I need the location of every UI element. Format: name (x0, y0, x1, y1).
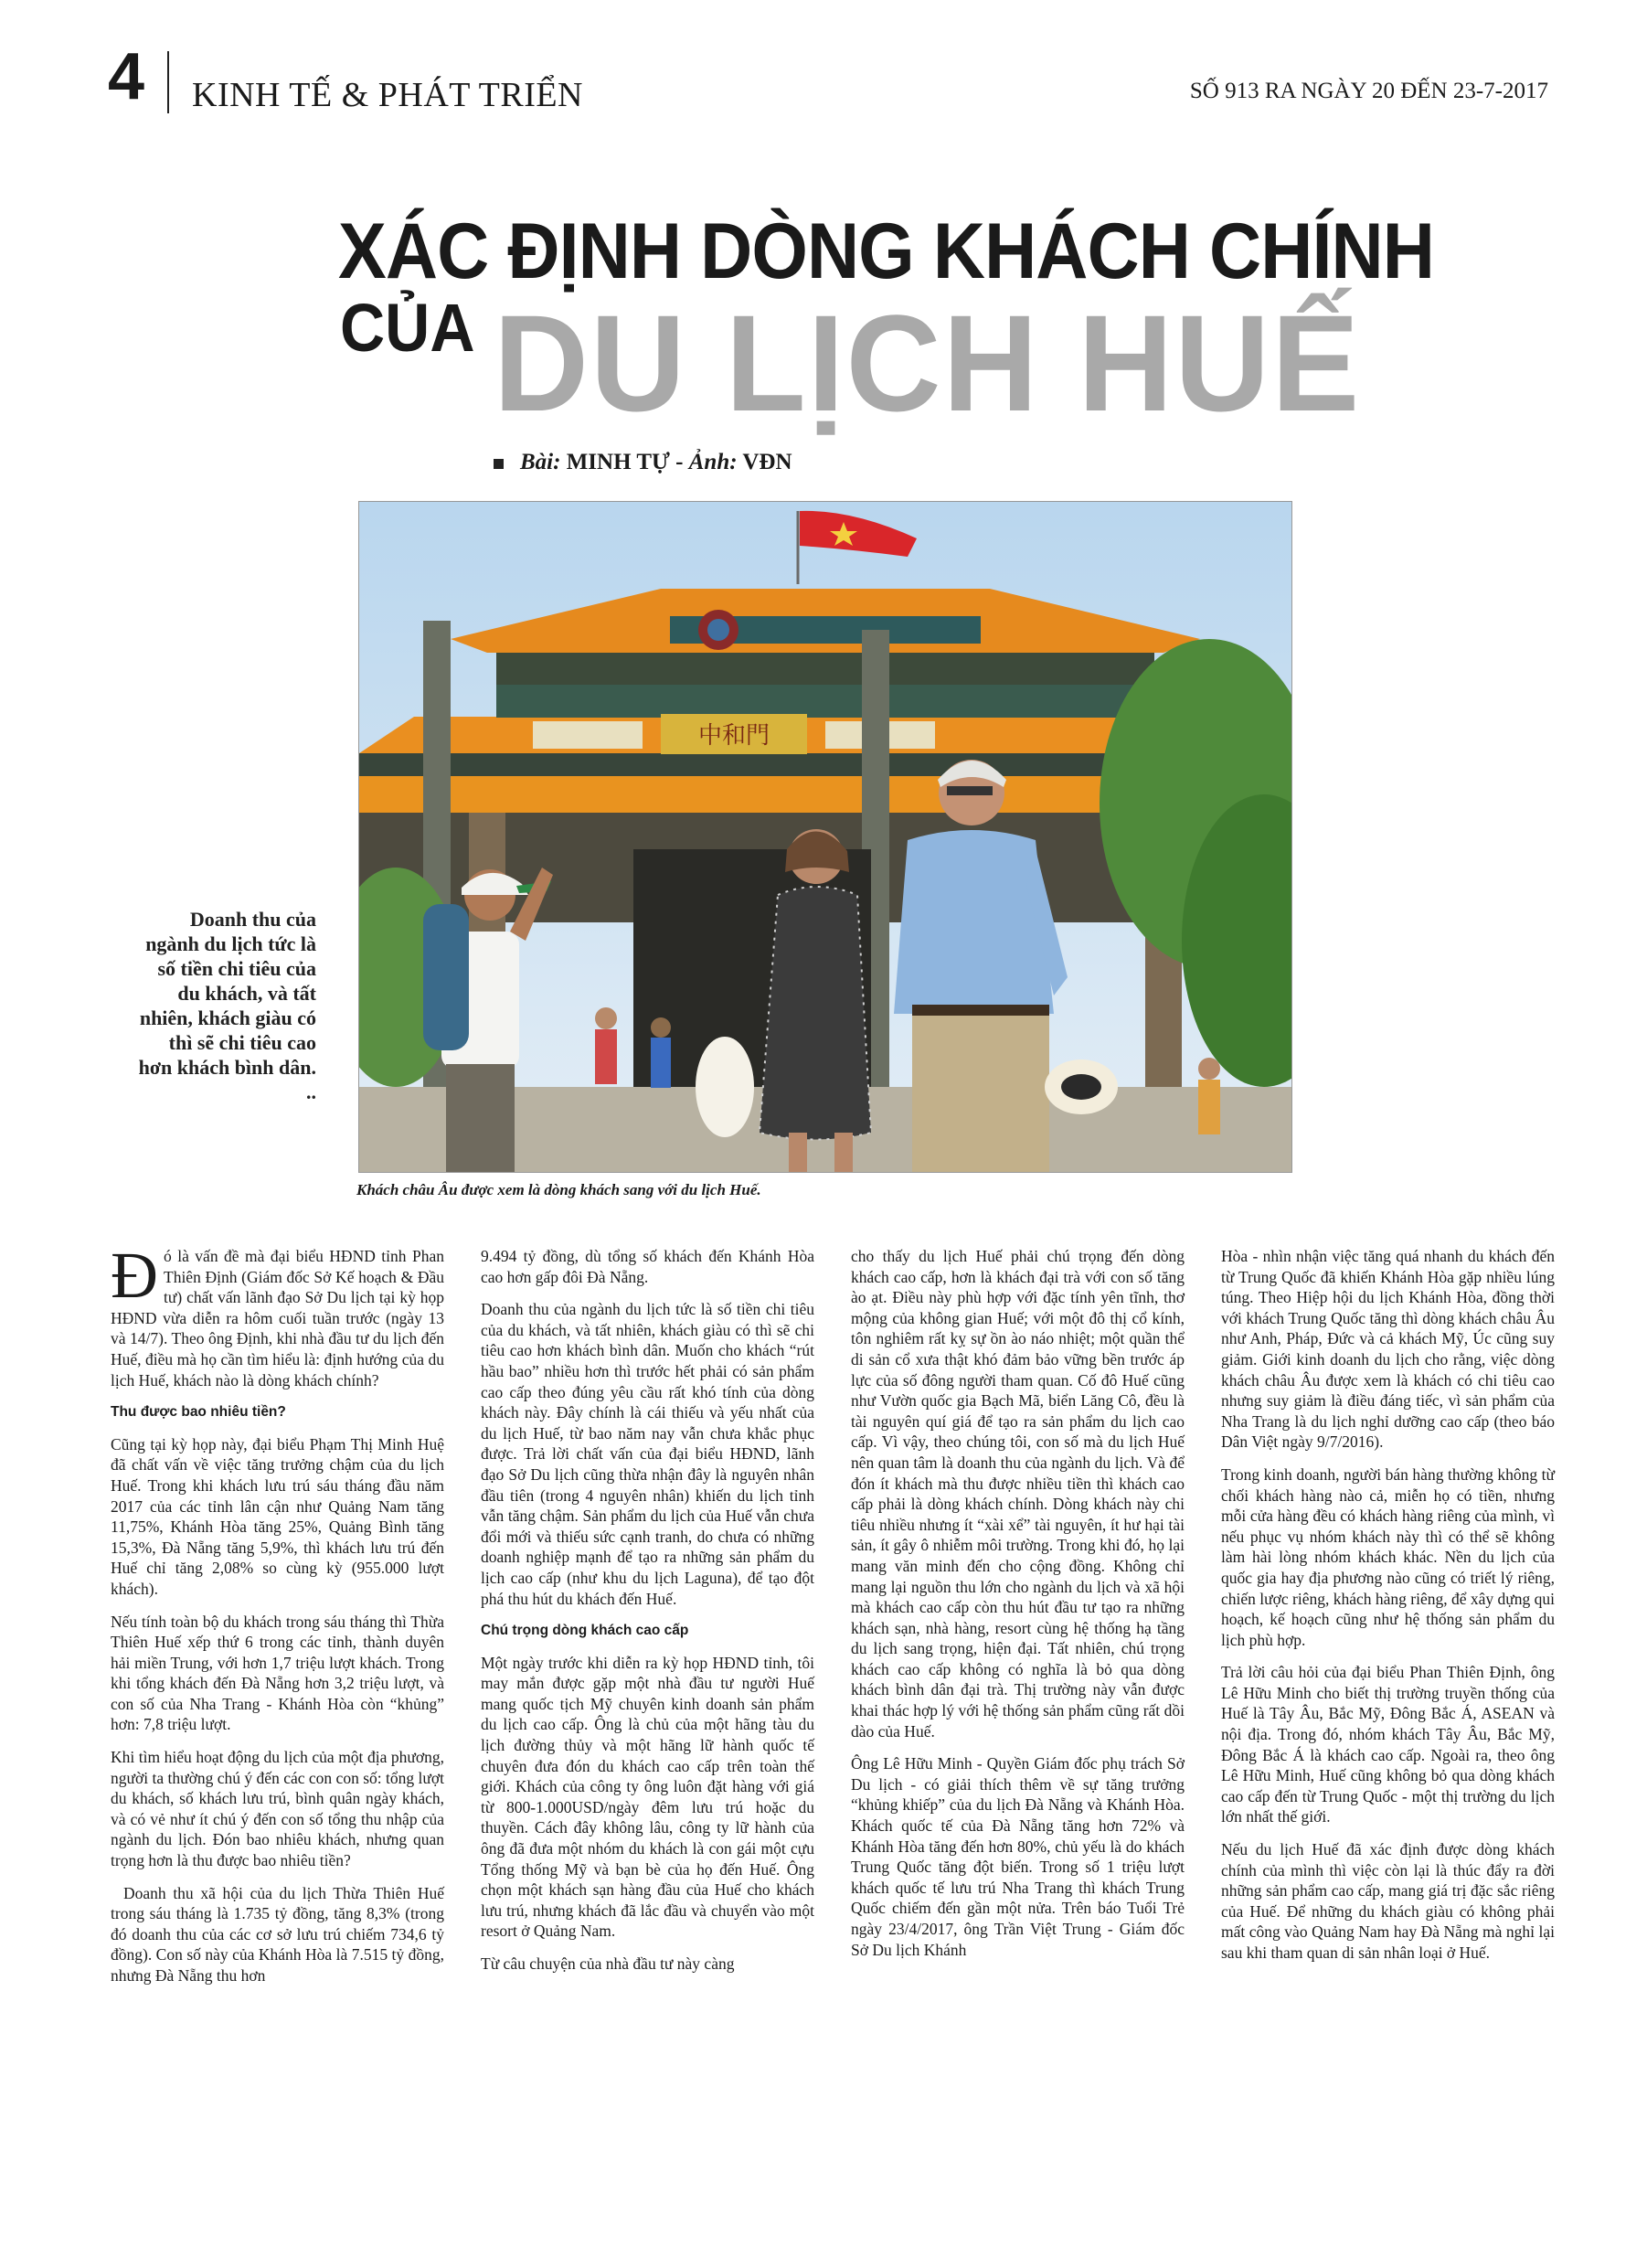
issue-info: SỐ 913 RA NGÀY 20 ĐẾN 23-7-2017 (1189, 79, 1548, 103)
paragraph: Từ câu chuyện của nhà đầu tư này càng (481, 1954, 735, 1973)
section-name: KINH TẾ & PHÁT TRIỂN (192, 76, 583, 114)
subheading: Thu được bao nhiêu tiền? (111, 1404, 286, 1421)
byline-text-label: Bài: (520, 450, 561, 474)
paragraph: Cũng tại kỳ họp này, đại biểu Phạm Thị Minh Huệ đã chất vấn về việc tăng trưởng chậm của du lịch Huế. Trong khi khách lưu trú sáu tháng đầu năm 2017 của các tỉnh lân cận như Quảng Nam tăng 11,75%, Khánh Hòa tăng 25%, Quảng Bình tăng 15,3%, Đà Nẵng tăng 5,9%, thì khách lưu trú đến Huế chỉ tăng 2,08% so cùng kỳ (955.000 lượt khách). (111, 1434, 444, 1598)
paragraph: Một ngày trước khi diễn ra kỳ họp HĐND tỉnh, tôi may mắn được gặp một nhà đầu tư người Huế mang quốc tịch Mỹ chuyên kinh doanh sản phẩm du lịch cao cấp. Ông là chủ của một hãng tàu du lịch đường thủy và một hãng lữ hành quốc tế chuyên đưa đón du khách cao cấp trên toàn thế giới. Khách của công ty ông luôn đặt hàng với giá từ 800-1.000USD/ngày đêm lưu trú hoặc du thuyền. Cách đây không lâu, công ty lữ hành của ông đã đưa một nhóm du khách là con gái một cựu Tổng thống Mỹ và bạn bè của họ đến Huế. Ông chọn một khách sạn hàng đầu của Huế cho khách lưu trú, nhưng khách đã lắc đầu và chuyển vào một resort ở Quảng Nam. (481, 1653, 814, 1941)
byline-photo-label: Ảnh: (688, 450, 738, 474)
headline-line-1: XÁC ĐỊNH DÒNG KHÁCH CHÍNH (338, 208, 1434, 295)
header-divider (167, 51, 169, 113)
paragraph: Ông Lê Hữu Minh - Quyền Giám đốc phụ trách Sở Du lịch - có giải thích thêm về sự tăng trưởng “khủng khiếp” của du lịch Đà Nẵng và Khánh Hòa. Khách quốc tế của Đà Nẵng tăng hơn 72% và Khánh Hòa tăng đến hơn 80%, chủ yếu là do khách Trung Quốc tăng đột biến. Trong số 1 triệu lượt khách quốc tế lưu trú Nha Trang thì khách Trung Quốc chiếm đến gần một nửa. Trên báo Tuổi Trẻ ngày 23/4/2017, ông Trần Việt Trung - Giám đốc Sở Du lịch Khánh (851, 1754, 1185, 1959)
paragraph: Doanh thu của ngành du lịch tức là số tiền chi tiêu của du khách, và tất nhiên, khách giàu có thì sẽ chi tiêu cao hơn khách bình dân. Muốn cho khách “rút hầu bao” nhiều hơn thì trước hết phải có sản phẩm cao cấp theo đúng yêu cầu rất khó tính của dòng khách này. Đây chính là cái thiếu và yếu nhất của du lịch Huế, từ bao năm nay vẫn chưa khắc phục được. Trả lời chất vấn của đại biểu HĐND, lãnh đạo Sở Du lịch cũng thừa nhận đây là nguyên nhân đầu tiên (trong 4 nguyên nhân) khiến du lịch tỉnh vẫn tăng chậm. Sản phẩm du lịch của Huế vẫn chưa đổi mới và thiếu sức cạnh tranh, do chưa có những doanh nghiệp mạnh để tạo ra những sản phẩm du lịch cao cấp (như khu du lịch Laguna), để tạo đột phá thu hút du khách đến Huế. (481, 1300, 814, 1608)
article-body (111, 1239, 1555, 2178)
byline-author: MINH TỰ (566, 450, 670, 474)
paragraph: Khi tìm hiểu hoạt động du lịch của một địa phương, người ta thường chú ý đến các con con số: tổng lượt du khách, số khách lưu trú, bình quân ngày khách, và có vẻ như ít chú ý đến con số tổng thu nhập của ngành du lịch. Đón bao nhiêu khách, nhưng quan trọng hơn là thu được bao nhiêu tiền? (111, 1748, 444, 1870)
article-photo (358, 501, 1292, 1173)
byline-separator: - (669, 450, 689, 474)
photo-caption: Khách châu Âu được xem là dòng khách sang với du lịch Huế. (356, 1181, 761, 1198)
paragraph: Nếu du lịch Huế đã xác định được dòng khách chính của mình thì việc còn lại là thúc đẩy ra đời những sản phẩm cao cấp, mang giá trị đặc sắc riêng của Huế. Để những du khách giàu có không phải mất công vào Quảng Nam hay Đà Nẵng mà nghỉ lại sau khi tham quan di sản nhân loại ở Huế. (1221, 1840, 1555, 1962)
paragraph: Doanh thu xã hội của du lịch Thừa Thiên Huế trong sáu tháng là 1.735 tỷ đồng, tăng 8,3% (trong đó doanh thu của các cơ sở lưu trú chiếm 734,6 tỷ đồng). Con số này của Khánh Hòa là 7.515 tỷ đồng, nhưng Đà Nẵng thu hơn (111, 1883, 444, 1985)
page-number: 4 (108, 40, 145, 113)
paragraph: 9.494 tỷ đồng, dù tổng số khách đến Khánh Hòa cao hơn gấp đôi Đà Nẵng. (481, 1247, 814, 1286)
headline-prefix: CỦA (340, 290, 475, 366)
column-1 (111, 1239, 444, 2178)
paragraph: Đó là vấn đề mà đại biểu HĐND tỉnh Phan Thiên Định (Giám đốc Sở Kế hoạch & Đầu tư) chất vấn lãnh đạo Sở Du lịch tại kỳ họp HĐND vừa diễn ra hôm cuối tuần trước (ngày 13 và 14/7). Theo ông Định, khi nhà đầu tư du lịch đến Huế, điều mà họ cần tìm hiểu là: định hướng của du lịch Huế, khách nào là dòng khách chính? (111, 1239, 444, 1390)
byline-photographer: VĐN (742, 450, 792, 474)
byline (494, 450, 792, 475)
column-3 (851, 1246, 1185, 2178)
paragraph: Hòa - nhìn nhận việc tăng quá nhanh du khách đến từ Trung Quốc đã khiến Khánh Hòa gặp nhiều lúng túng. Theo Hiệp hội du lịch Khánh Hòa, đồng thời với khách Trung Quốc tăng thì dòng khách châu Âu như Anh, Pháp, Đức và cả khách Mỹ, Úc cũng suy giảm. Giới kinh doanh du lịch cho rằng, việc dòng khách châu Âu được xem là khách có chi tiêu cao nhưng suy giảm là điều đáng tiếc, vì sản phẩm của Nha Trang là du lịch nghỉ dưỡng cao cấp (theo báo Dân Việt ngày 9/7/2016). (1221, 1247, 1555, 1452)
paragraph: cho thấy du lịch Huế phải chú trọng đến dòng khách cao cấp, hơn là khách đại trà với con số tăng ào ạt. Điều này phù hợp với đặc tính yên tĩnh, thơ mộng của không gian Huế; với một đô thị cổ kính, tôn nghiêm rất kỵ sự ồn ào náo nhiệt; một quần thể di sản cổ xưa thật khó đảm bảo vững bền trước áp lực của số đông người tham quan. Cố đô Huế cũng như Vườn quốc gia Bạch Mã, biển Lăng Cô, đều là tài nguyên quí giá để tạo ra sản phẩm du lịch cao cấp. Vì vậy, theo chúng tôi, con số mà du lịch Huế nên quan tâm là doanh thu của ngành du lịch. Và để đón ít khách mà thu được nhiều tiền thì khách cao cấp phải là dòng khách chính. Dòng khách này chi tiêu nhiều nhưng ít “xài xể” tài nguyên, ít hư hại tài sản, ít gây ô nhiễm môi trường. Trong khi đó, họ lại mang văn minh đến cho cộng đồng. Không chỉ mang lại nguồn thu lớn cho ngành du lịch và xã hội mà khách cao cấp còn thu hút đầu tư tạo ra những khách sạn, nhà hàng, resort cùng hệ thống hạ tầng du lịch sang trọng, hiện đại. Tất nhiên, chú trọng khách cao cấp không có nghĩa là bỏ qua dòng khách bình dân đại trà. Thị trường này vẫn được khai thác hợp lý với hệ thống sản phẩm cũng rất dồi dào của Huế. (851, 1247, 1185, 1741)
headline-highlight: DU LỊCH HUẾ (494, 286, 1362, 440)
gate-sign-text: 中和門 (697, 722, 770, 750)
paragraph: Nếu tính toàn bộ du khách trong sáu tháng thì Thừa Thiên Huế xếp thứ 6 trong các tỉnh, thành duyên hải miền Trung, với hơn 1,7 triệu lượt khách. Trong khi tổng khách đến Đà Nẵng hơn 3,2 triệu lượt, và con số của Nha Trang - Khánh Hòa còn “khủng” hơn: 7,8 triệu lượt. (111, 1612, 444, 1734)
column-2 (481, 1246, 814, 2178)
byline-bullet-icon (494, 459, 504, 469)
subheading: Chú trọng dòng khách cao cấp (481, 1623, 689, 1639)
paragraph: Trả lời câu hỏi của đại biểu Phan Thiên Định, ông Lê Hữu Minh cho biết thị trường truyền thống của Huế là Tây Âu, Bắc Mỹ, Đông Bắc Á, ASEAN và nội địa. Trong đó, nhóm khách Tây Âu, Bắc Mỹ, Đông Bắc Á là khách cao cấp. Ngoài ra, theo ông Lê Hữu Minh, Huế cũng không bỏ qua dòng khách cao cấp đến từ Trung Quốc - một thị trường du lịch lớn nhất thế giới. (1221, 1663, 1555, 1826)
drop-cap: Đ (111, 1239, 158, 1312)
pull-quote: Doanh thu của ngành du lịch tức là số tiền chi tiêu của du khách, và tất nhiên, khách giàu có thì sẽ chi tiêu cao hơn khách bình dân. .. (138, 908, 316, 1103)
column-4 (1221, 1246, 1555, 2178)
paragraph: Trong kinh doanh, người bán hàng thường không từ chối khách hàng nào cả, miễn họ có tiền, nhưng mỗi cửa hàng đều có khách hàng riêng của mình, vì nếu phục vụ nhóm khách này thì có thể sẽ không làm hài lòng nhóm khách khác. Nền du lịch của quốc gia hay địa phương nào cũng có triết lý riêng, chiến lược riêng, khách hàng riêng, để xây dựng qui hoạch, kế hoạch cũng như hệ thống sản phẩm du lịch phù hợp. (1221, 1464, 1555, 1649)
